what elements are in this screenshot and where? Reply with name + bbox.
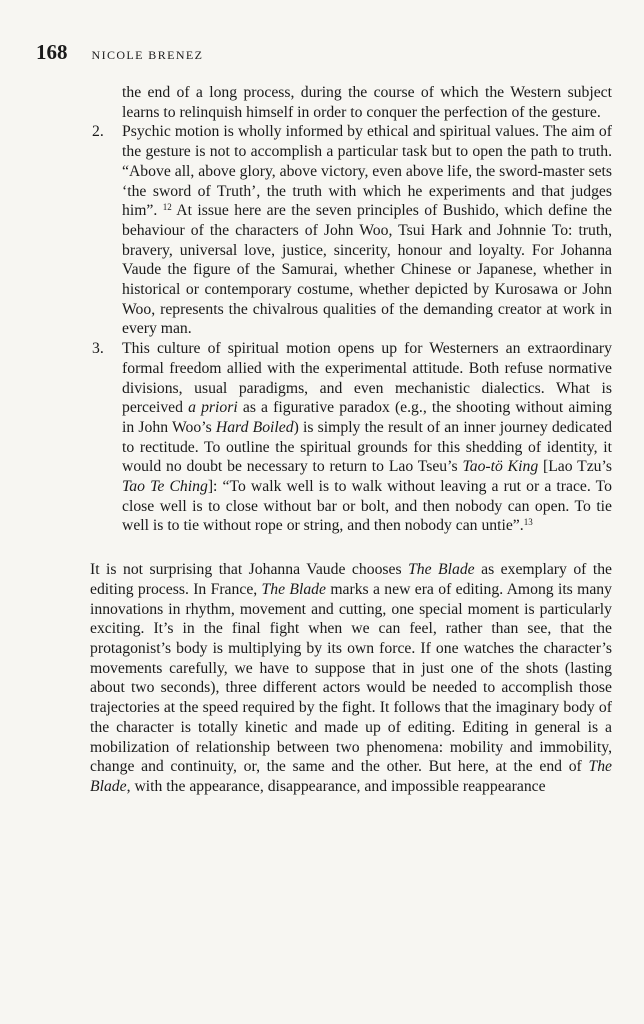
list-item-text: as a figurative paradox (e.g., the shooting without aiming in John Woo’s bbox=[122, 399, 613, 436]
paragraph-text: , with the appearance, disappearance, and impossible reappearance bbox=[126, 777, 546, 795]
list-item-number: 3. bbox=[92, 340, 104, 358]
film-title: The Blade bbox=[408, 561, 475, 579]
page-number: 168 bbox=[36, 40, 68, 64]
paragraph-text: marks a new era of editing. Among its many innovations in rhythm, movement and cutting, one special moment is particularly exciting. It’s in the final fight when we can feel, rather than see, that the protagonist’s body is multiplying by its own force. If one watches the character’s movements carefully, we have to suppose that in just one of the shots (lasting about two seconds), three different actors would be needed to accomplish those trajectories at the speed required by the fight. It follows that the imaginary body of the character is totally kinetic and made up of editing. Editing in general is a mobilization of relationship between two phenomena: mobility and immobility, change and continuity, or, the same and the other. But here, at the end of bbox=[90, 580, 612, 776]
list-item-text: Psychic motion is wholly informed by ethical and spiritual values. The aim of the gesture is not to accomplish a particular task but to open the path to truth. “Above all, above glory, above victory, even above life, the sword-master sets ‘the sword of Truth’, the truth with which he experiments and that judges him”. bbox=[122, 123, 612, 220]
page-body bbox=[90, 83, 612, 797]
body-paragraph bbox=[90, 560, 612, 796]
list-item-text: [Lao Tzu’s bbox=[538, 458, 612, 476]
list-item-text: This culture of spiritual motion opens up for Westerners an extraordinary formal freedom allied with the experimental attitude. Both refuse normative divisions, usual paradigms, and even mechanistic dialectics. What is perceived bbox=[122, 340, 612, 417]
running-head: NICOLE BRENEZ bbox=[91, 48, 204, 62]
film-title: The Blade bbox=[261, 580, 326, 598]
footnote-ref: 12 bbox=[162, 202, 172, 213]
italic-term: a priori bbox=[188, 399, 238, 417]
list-item-text: ) is simply the result of an inner journey dedicated to rectitude. To outline the spiritual grounds for this shedding of identity, it would no doubt be necessary to return to Lao Tseu’s bbox=[122, 418, 612, 476]
paragraph-text: as exemplary of the editing process. In France, bbox=[90, 561, 613, 598]
book-title: Tao-tö King bbox=[462, 458, 539, 476]
page-header bbox=[36, 40, 203, 65]
list-item-number: 2. bbox=[92, 123, 104, 141]
film-title: Hard Boiled bbox=[215, 418, 294, 436]
list-item-text: the end of a long process, during the course of which the Western subject learns to relinquish himself in order to conquer the perfection of the gesture. bbox=[122, 84, 612, 121]
book-title: Tao Te Ching bbox=[122, 478, 208, 496]
paragraph-text: It is not surprising that Johanna Vaude chooses bbox=[90, 561, 409, 579]
list-item bbox=[90, 83, 612, 122]
list-item bbox=[90, 339, 612, 536]
footnote-ref: 13 bbox=[523, 517, 533, 528]
list-item-text: ]: “To walk well is to walk without leaving a rut or a trace. To close well is to close without bar or bolt, and then nobody can open. To tie well is to tie without rope or string, and then nobody can untie”. bbox=[122, 478, 612, 535]
list-item-text: At issue here are the seven principles of Bushido, which define the behaviour of the characters of John Woo, Tsui Hark and Johnnie To: truth, bravery, universal love, justice, sincerity, honour and loyalty. For Johanna Vaude the figure of the Samurai, whether Chinese or Japanese, whether in historical or contemporary costume, whether depicted by Kurosawa or John Woo, represents the chivalrous qualities of the demanding creator at work in every man. bbox=[122, 202, 613, 338]
list-item bbox=[90, 122, 612, 339]
film-title: The Blade bbox=[90, 758, 612, 795]
